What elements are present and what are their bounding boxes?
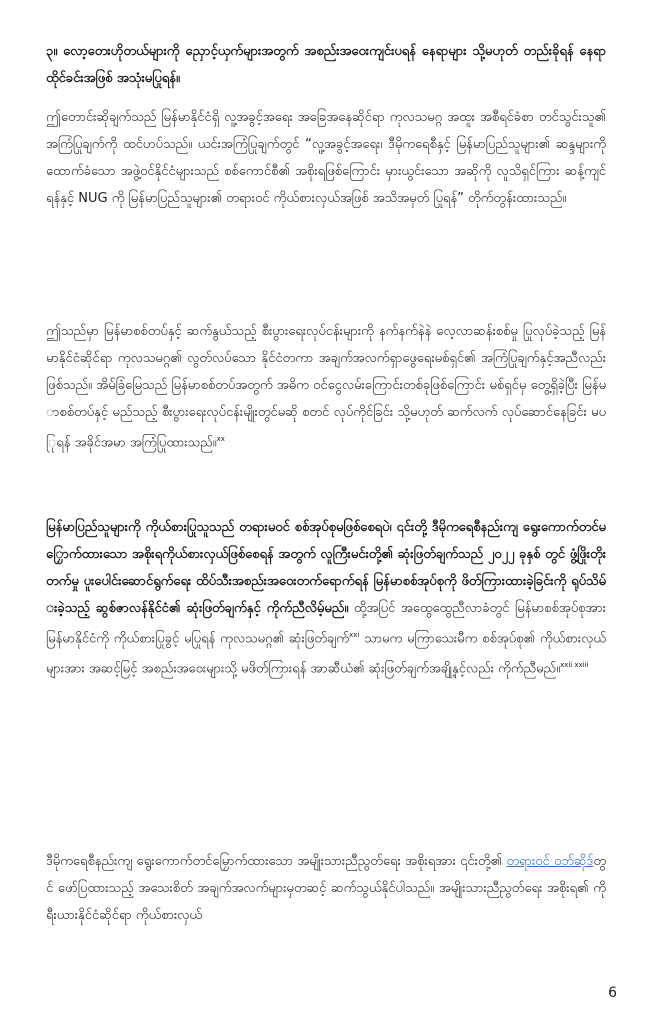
paragraph-representation xyxy=(46,514,606,683)
page-number: 6 xyxy=(608,985,617,1001)
paragraph-fact-finding-mission xyxy=(46,318,606,456)
footnote-marker-xxii-xxiii: xxii xxiii xyxy=(560,661,589,670)
paragraph-fact-finding-text: ဤသည်မှာ မြန်မာစစ်တပ်နှင့် ဆက်နွယ်သည့် စီးပွားရေးလုပ်ငန်းများကို နက်နက်နဲနဲ လေ့လာဆန်းစစ်မှု ပြုလုပ်ခဲ့သည့် မြန်မာနိုင်ငံဆိုင်ရာ ကုလသမဂ္ဂ၏ လွတ်လပ်သော နိုင်ငံတကာ အချက်အလက်ရှာဖွေရေးမစ်ရှင်၏ အကြံပြုချက်နှင့်အညီလည်း ဖြစ်သည်။ အိမ်ခြံမြေသည် မြန်မာစစ်တပ်အတွက် အဓိက ဝင်ငွေလမ်းကြောင်းတစ်ခုဖြစ်ကြောင်း မစ်ရှင်မှ တွေ့ရှိခဲ့ပြီး မြန်မာစစ်တပ်နှင့် မည်သည့် စီးပွားရေးလုပ်ငန်းမျိုးတွင်မဆို စတင် လုပ်ကိုင်ခြင်း သို့မဟုတ် ဆက်လက် လုပ်ဆောင်နေခြင်း မပြုရန် အခိုင်အမာ အကြံပြုထားသည်။ xyxy=(46,324,606,451)
section-heading: ၃။ လော့တေးဟိုတယ်များကို ညှောင့်ယှက်များအတွက် အစည်းအဝေးကျင်းပရန် နေရာများ သို့မဟုတ် တည်းခိုရန် နေရာထိုင်ခင်းအဖြစ် အသုံးမပြုရန်။ xyxy=(46,44,606,86)
paragraph-nug-contact xyxy=(46,848,606,929)
paragraph-representation-bold: မြန်မာပြည်သူများကို ကိုယ်စားပြုသူသည် တရားမဝင် စစ်အုပ်စုမဖြစ်စေရပဲ၊ ၎င်းတို့ ဒီမိုကရေစီနည်းကျ ရွေးကောက်တင်မြှောက်ထားသော အစိုးရကိုယ်စားလှယ်ဖြစ်စေရန် အတွက် လူကြီးမင်းတို့၏ ဆုံးဖြတ်ချက်သည် ၂၀၂၂ ခုနှစ် တွင် ဖွံ့ဖြိုးတိုးတက်မှု ပူးပေါင်းဆောင်ရွက်ရေး ထိပ်သီးအစည်းအဝေးတက်ရောက်ရန် မြန်မာစစ်အုပ်စုကို ဖိတ်ကြားထားခဲ့ခြင်းကို ရုပ်သိမ်းခဲ့သည့် ဆွစ်ဇာလန်နိုင်ငံ၏ ဆုံးဖြတ်ချက်နှင့် ကိုက်ညီလိမ့်မည်။ xyxy=(46,520,606,616)
official-website-link[interactable]: တရားဝင် ဝဘ်ဆိုဒ် xyxy=(506,854,594,869)
paragraph-un-recommendation: ဤတောင်းဆိုချက်သည် မြန်မာနိုင်ငံရှိ လူ့အခွင့်အရေး အခြေအနေဆိုင်ရာ ကုလသမဂ္ဂ အထူး အစီရင်ခံစာ တင်သွင်းသူ၏ အကြံပြုချက်ကို ထင်ဟပ်သည်။ ယင်းအကြံပြုချက်တွင် “လူ့အခွင့်အရေး၊ ဒီမိုကရေစီနှင့် မြန်မာပြည်သူများ၏ ဆန္ဒများကို ထောက်ခံသော အဖွဲ့ဝင်နိုင်ငံများသည် စစ်ကောင်စီ၏ အစိုးရဖြစ်ကြောင်း မှားယွင်းသော အဆိုကို လူသိရှင်ကြား ဆန့်ကျင်ရန်နှင့် NUG ကို မြန်မာပြည်သူများ၏ တရားဝင် ကိုယ်စားလှယ်အဖြစ် အသိအမှတ် ပြုရန်” တိုက်တွန်းထားသည်။ xyxy=(46,110,606,206)
paragraph-nug-contact-text-b: တွင် ဖော်ပြထားသည့် အသေးစိတ် အချက်အလက်များမှတဆင့် ဆက်သွယ်နိုင်ပါသည်။ အမျိုးသားညီညွတ်ရေး အစိုးရ၏ ကိုရီးယားနိုင်ငံဆိုင်ရာ ကိုယ်စားလှယ် xyxy=(46,854,606,923)
paragraph-nug-contact-text-a: ဒီမိုကရေစီနည်းကျ ရွေးကောက်တင်မြှောက်ထားသော အမျိုးသားညီညွတ်ရေး အစိုးရအား ၎င်းတို့၏ xyxy=(46,854,507,869)
paragraph-representation-text-b: သာမက မကြာသေးမီက စစ်အုပ်စု၏ ကိုယ်စားလှယ်များအား အဆင့်မြင့် အစည်းအဝေးများသို့ မဖိတ်ကြားရန် အာဆီယံ၏ ဆုံးဖြတ်ချက်အချို့နှင့်လည်း ကိုက်ညီမည်။ xyxy=(46,631,606,677)
footnote-marker-xxi: xxi xyxy=(349,631,360,639)
footnote-marker-xx: xx xyxy=(216,435,225,443)
paragraph-representation-text-a: ထို့အပြင် အထွေထွေညီလာခံတွင် မြန်မာစစ်အုပ်စုအား မြန်မာနိုင်ငံကို ကိုယ်စားပြုခွင့် မပြုရန် ကုလသမဂ္ဂ၏ ဆုံးဖြတ်ချက် xyxy=(46,601,607,647)
